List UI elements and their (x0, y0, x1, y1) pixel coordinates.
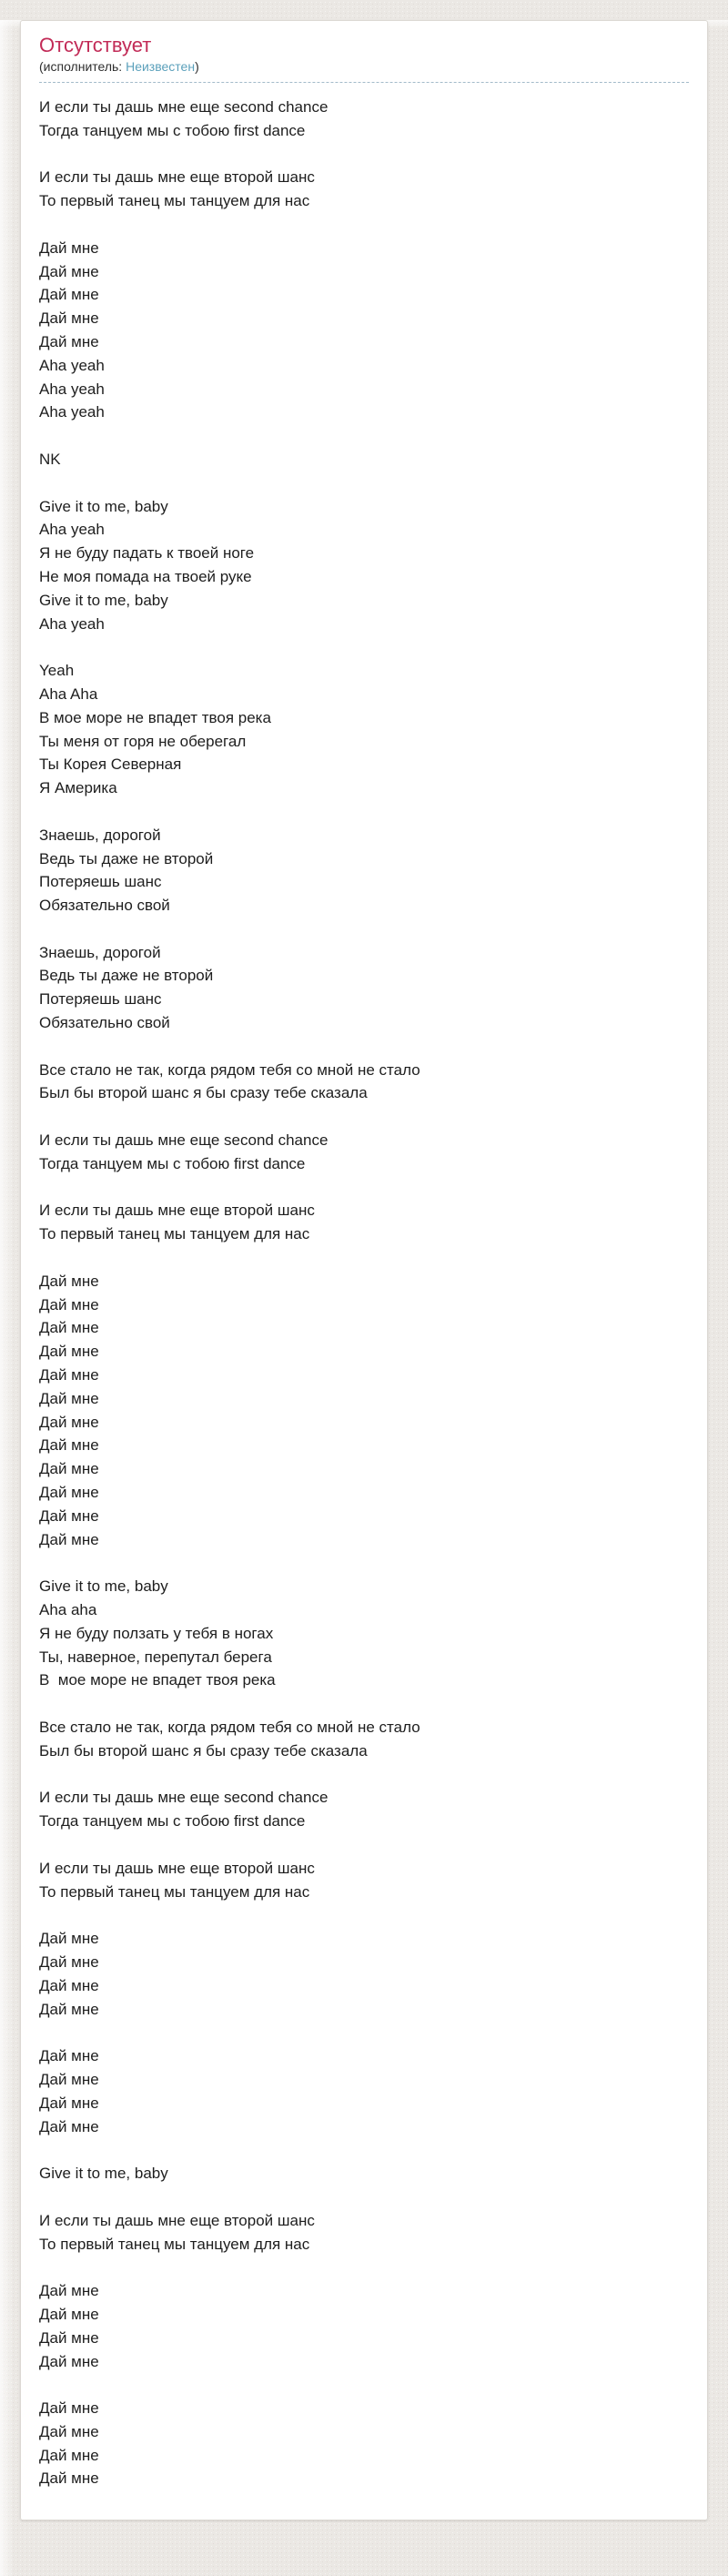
stanza (39, 1575, 689, 1692)
stanza (39, 1716, 689, 1763)
stanza (39, 2044, 689, 2138)
lyric-line: Ведь ты даже не второй (39, 849, 214, 867)
lyric-line: Был бы второй шанс я бы сразу тебе сказала (39, 1084, 368, 1102)
stanza (39, 941, 689, 1035)
lyric-line: Дай мне (39, 1389, 99, 1407)
lyric-line: То первый танец мы танцуем для нас (39, 192, 310, 210)
artist-link[interactable]: Неизвестен (126, 59, 196, 74)
lyric-line: Дай мне (39, 262, 99, 280)
lyric-line: Дай мне (39, 1460, 99, 1478)
stanza (39, 1857, 689, 1904)
lyric-line: Aha Aha (39, 685, 98, 703)
lyric-line: Дай мне (39, 1976, 99, 1994)
stanza (39, 448, 689, 472)
stanza (39, 2209, 689, 2257)
lyric-line: Дай мне (39, 2470, 99, 2488)
page-title: Отсутствует (39, 34, 152, 56)
lyric-line: Дай мне (39, 2399, 99, 2418)
stanza (39, 96, 689, 143)
lyric-line: И если ты дашь мне еще второй шанс (39, 1859, 315, 1877)
stanza (39, 495, 689, 636)
lyric-line: Ты, наверное, перепутал берега (39, 1648, 272, 1666)
lyric-line: Дай мне (39, 1295, 99, 1313)
lyric-line: Все стало не так, когда рядом тебя со мной не стало (39, 1060, 420, 1079)
lyric-line: Give it to me, baby (39, 2165, 168, 2183)
lyric-line: То первый танец мы танцуем для нас (39, 1225, 310, 1243)
lyric-line: Дай мне (39, 2094, 99, 2112)
lyric-line: Дай мне (39, 2422, 99, 2440)
lyric-line: Aha yeah (39, 521, 105, 539)
lyric-line: И если ты дашь мне еще второй шанс (39, 168, 315, 187)
lyric-line: Aha yeah (39, 614, 105, 633)
lyric-line: Я не буду падать к твоей ноге (39, 544, 255, 563)
stanza (39, 1270, 689, 1552)
lyric-line: Я не буду ползать у тебя в ногах (39, 1624, 274, 1642)
lyric-line: Дай мне (39, 1272, 99, 1290)
lyric-line: Потеряешь шанс (39, 873, 162, 891)
stanza (39, 1059, 689, 1106)
lyric-line: Не моя помада на твоей руке (39, 567, 252, 585)
lyric-line: И если ты дашь мне еще second chance (39, 98, 329, 116)
lyric-line: Дай мне (39, 1366, 99, 1384)
lyric-line: То первый танец мы танцуем для нас (39, 2235, 310, 2253)
lyric-line: Дай мне (39, 1952, 99, 1971)
lyric-line: И если ты дашь мне еще second chance (39, 1789, 329, 1807)
lyric-line: Я Америка (39, 779, 117, 797)
lyric-line: Give it to me, baby (39, 1577, 168, 1596)
stanza (39, 2162, 689, 2186)
lyric-line: Дай мне (39, 2047, 99, 2065)
lyric-line: NK (39, 450, 61, 468)
lyric-line: Дай мне (39, 1484, 99, 1502)
lyric-line: Aha yeah (39, 356, 105, 374)
lyric-line: Aha yeah (39, 380, 105, 398)
page-background (0, 20, 728, 2576)
artist-suffix: ) (195, 59, 199, 74)
lyric-line: Дай мне (39, 286, 99, 304)
lyric-line: Дай мне (39, 2070, 99, 2088)
artist-line (39, 58, 689, 83)
lyric-line: Дай мне (39, 1343, 99, 1361)
lyric-line: Ведь ты даже не второй (39, 967, 214, 985)
lyric-line: Ты меня от горя не оберегал (39, 732, 247, 750)
stanza (39, 1786, 689, 1833)
lyric-line: Потеряешь шанс (39, 990, 162, 1009)
lyric-line: Дай мне (39, 1436, 99, 1455)
lyric-line: Дай мне (39, 2282, 99, 2300)
lyric-line: Aha aha (39, 1601, 97, 1618)
lyric-line: Все стало не так, когда рядом тебя со мной не стало (39, 1718, 420, 1736)
stanza (39, 1129, 689, 1176)
lyric-line: Дай мне (39, 2446, 99, 2464)
lyrics (39, 96, 689, 2490)
stanza (39, 2279, 689, 2373)
lyric-line: Тогда танцуем мы с тобою first dance (39, 1154, 306, 1172)
artist-prefix: (исполнитель: (39, 59, 126, 74)
stanza (39, 166, 689, 213)
lyric-line: Give it to me, baby (39, 591, 168, 609)
stanza (39, 1927, 689, 2021)
lyric-line: Дай мне (39, 2352, 99, 2370)
lyric-line: Дай мне (39, 1319, 99, 1337)
stanza (39, 824, 689, 918)
lyric-line: Обязательно свой (39, 1014, 170, 1032)
lyric-line: Дай мне (39, 2117, 99, 2135)
lyric-line: И если ты дашь мне еще second chance (39, 1131, 329, 1150)
lyric-line: И если ты дашь мне еще второй шанс (39, 1202, 315, 1220)
lyric-line: В мое море не впадет твоя река (39, 708, 271, 726)
lyric-line: Ты Корея Северная (39, 756, 182, 774)
lyric-line: Был бы второй шанс я бы сразу тебе сказала (39, 1741, 368, 1760)
lyric-line: Дай мне (39, 1930, 99, 1948)
lyric-line: Дай мне (39, 1530, 99, 1548)
lyric-line: Дай мне (39, 1413, 99, 1431)
lyric-line: Обязательно свой (39, 897, 170, 915)
lyric-line: В мое море не впадет твоя река (39, 1671, 276, 1689)
lyric-line: Дай мне (39, 1506, 99, 1525)
lyrics-card (20, 20, 708, 2520)
lyric-line: Give it to me, baby (39, 497, 168, 515)
lyric-line: Тогда танцуем мы с тобою first dance (39, 121, 306, 139)
lyric-line: Знаешь, дорогой (39, 943, 161, 961)
lyric-line: Дай мне (39, 2000, 99, 2018)
lyric-line: Aha yeah (39, 403, 105, 421)
lyric-line: Дай мне (39, 2328, 99, 2347)
stanza (39, 2397, 689, 2490)
lyric-line: Дай мне (39, 2305, 99, 2323)
stanza (39, 1199, 689, 1246)
stanza (39, 659, 689, 800)
lyric-line: Yeah (39, 662, 75, 680)
lyric-line: Дай мне (39, 309, 99, 328)
lyric-line: Дай мне (39, 332, 99, 350)
stanza (39, 237, 689, 424)
lyric-line: То первый танец мы танцуем для нас (39, 1882, 310, 1901)
lyric-line: Знаешь, дорогой (39, 826, 161, 844)
lyric-line: И если ты дашь мне еще второй шанс (39, 2211, 315, 2229)
lyric-line: Дай мне (39, 238, 99, 257)
lyric-line: Тогда танцуем мы с тобою first dance (39, 1812, 306, 1831)
